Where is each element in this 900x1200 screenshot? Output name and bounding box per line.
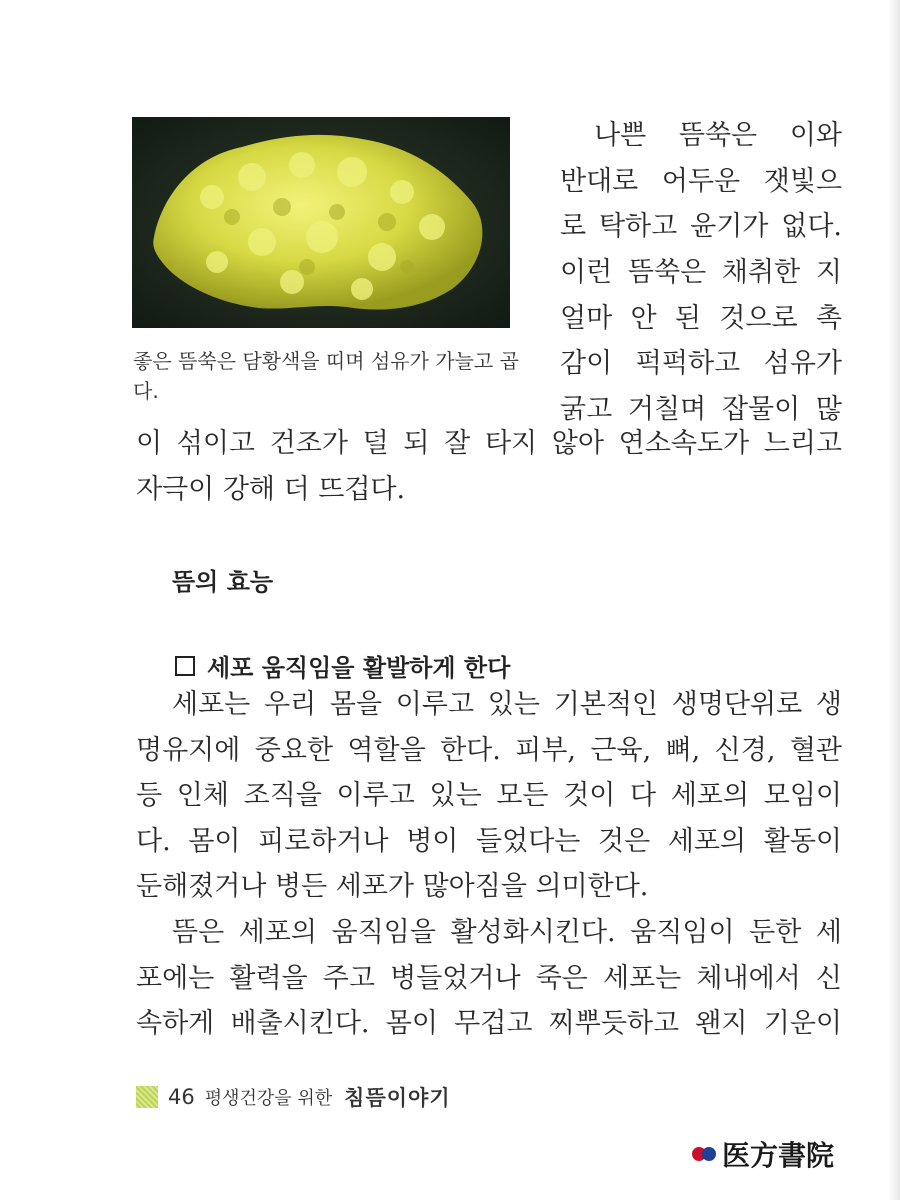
text-line: 이런 뜸쑥은 채취한 지 bbox=[560, 257, 842, 289]
photo-caption: 좋은 뜸쑥은 담황색을 띠며 섬유가 가늘고 곱다. bbox=[133, 349, 519, 403]
text-line: 등 인체 조직을 이루고 있는 모든 것이 다 세포의 모임이 bbox=[136, 780, 842, 812]
moxa-photo bbox=[132, 117, 510, 328]
paragraph-moxa-activation bbox=[136, 910, 842, 1047]
subheading bbox=[175, 648, 510, 683]
paragraph-bad-moxa-continued bbox=[136, 421, 842, 512]
text-line: 얼마 안 된 것으로 촉 bbox=[560, 302, 842, 334]
text-line: 뜸은 세포의 움직임을 활성화시킨다. 움직임이 둔한 세 bbox=[172, 917, 842, 948]
publisher-name: 医方書院 bbox=[722, 1139, 835, 1172]
paragraph-cells bbox=[136, 682, 842, 910]
text-line: 둔해졌거나 병든 세포가 많아짐을 의미한다. bbox=[136, 871, 649, 903]
text-line: 세포는 우리 몸을 이루고 있는 기본적인 생명단위로 생 bbox=[172, 689, 842, 720]
book-subtitle: 평생건강을 위한 bbox=[204, 1088, 333, 1109]
text-line: 반대로 어두운 잿빛으 bbox=[560, 165, 842, 197]
page-number: 46 bbox=[168, 1085, 195, 1109]
checkbox-icon bbox=[175, 656, 195, 676]
page-footer bbox=[136, 1082, 451, 1112]
text-line: 속하게 배출시킨다. 몸이 무겁고 찌뿌듯하고 왠지 기운이 bbox=[136, 1008, 842, 1040]
text-line: 굵고 거칠며 잡물이 많 bbox=[560, 394, 842, 426]
book-title: 침뜸이야기 bbox=[344, 1086, 451, 1110]
text-line: 다. 몸이 피로하거나 병이 들었다는 것은 세포의 활동이 bbox=[136, 825, 842, 857]
paragraph-bad-moxa bbox=[560, 113, 842, 433]
publisher-logo bbox=[692, 1134, 834, 1174]
subheading-text: 세포 움직임을 활발하게 한다 bbox=[207, 654, 511, 682]
blue-dot-icon bbox=[702, 1147, 716, 1161]
text-line: 이 섞이고 건조가 덜 되 잘 타지 않아 연소속도가 느리고 bbox=[136, 428, 842, 459]
page-edge-shadow bbox=[888, 0, 900, 1200]
text-line: 감이 퍽퍽하고 섬유가 bbox=[560, 348, 842, 380]
section-title: 뜸의 효능 bbox=[172, 568, 274, 596]
text-line: 로 탁하고 윤기가 없다. bbox=[560, 211, 842, 243]
footer-marker-icon bbox=[136, 1086, 158, 1108]
text-line: 자극이 강해 더 뜨겁다. bbox=[136, 473, 406, 505]
text-line: 나쁜 뜸쑥은 이와 bbox=[594, 120, 842, 151]
text-line: 명유지에 중요한 역할을 한다. 피부, 근육, 뼈, 신경, 혈관 bbox=[136, 734, 842, 766]
text-line: 포에는 활력을 주고 병들었거나 죽은 세포는 체내에서 신 bbox=[136, 962, 842, 994]
